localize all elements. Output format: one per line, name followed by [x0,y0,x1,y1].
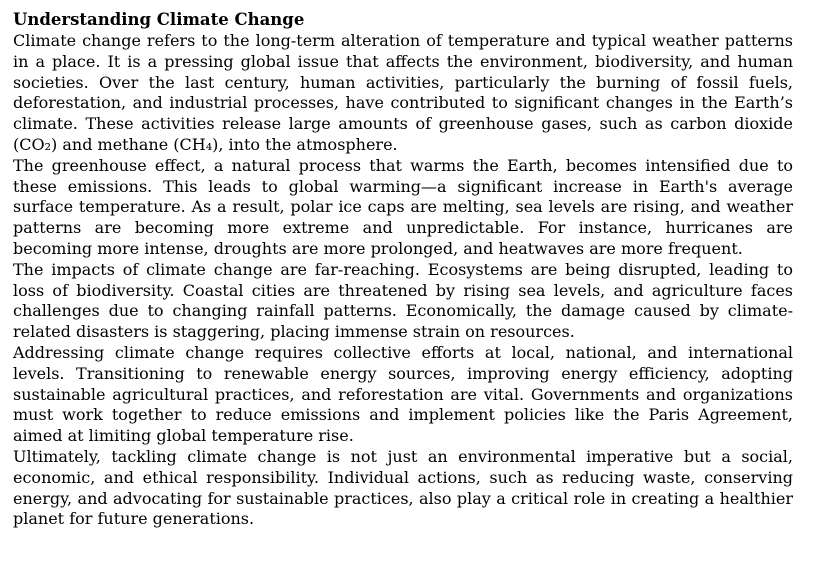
paragraph-definition: Climate change refers to the long-term alteration of temperature and typical weather patterns in a place. It is a pressing global issue that affects the environment, biodiversity, and human societies. Over the last century, human activities, particularly the burning of fossil fuels, deforestation, and industrial processes, have contributed to significant changes in the Earth’s climate. These activities release large amounts of greenhouse gases, such as carbon dioxide (CO₂) and methane (CH₄), into the atmosphere. [13,31,793,154]
paragraph-addressing: Addressing climate change requires collective efforts at local, national, and international levels. Transitioning to renewable energy sources, improving energy efficiency, adopting sustainable agricultural practices, and reforestation are vital. Governments and organizations must work together to reduce emissions and implement policies like the Paris Agreement, aimed at limiting global temperature rise. [13,342,793,446]
paragraph-greenhouse-effect: The greenhouse effect, a natural process that warms the Earth, becomes intensified due to these emissions. This leads to global warming—a significant increase in Earth's average surface temperature. As a result, polar ice caps are melting, sea levels are rising, and weather patterns are becoming more extreme and unpredictable. For instance, hurricanes are becoming more intense, droughts are more prolonged, and heatwaves are more frequent. [13,155,793,258]
document-body [13,9,793,530]
paragraph-conclusion: Ultimately, tackling climate change is not just an environmental imperative but a social, economic, and ethical responsibility. Individual actions, such as reducing waste, conserving energy, and advocating for sustainable practices, also play a critical role in creating a healthier planet for future generations. [13,446,793,529]
document-title: Understanding Climate Change [13,10,305,29]
paragraph-impacts: The impacts of climate change are far-reaching. Ecosystems are being disrupted, leading to loss of biodiversity. Coastal cities are threatened by rising sea levels, and agriculture faces challenges due to changing rainfall patterns. Economically, the damage caused by climate-related disasters is staggering, placing immense strain on resources. [13,259,793,342]
